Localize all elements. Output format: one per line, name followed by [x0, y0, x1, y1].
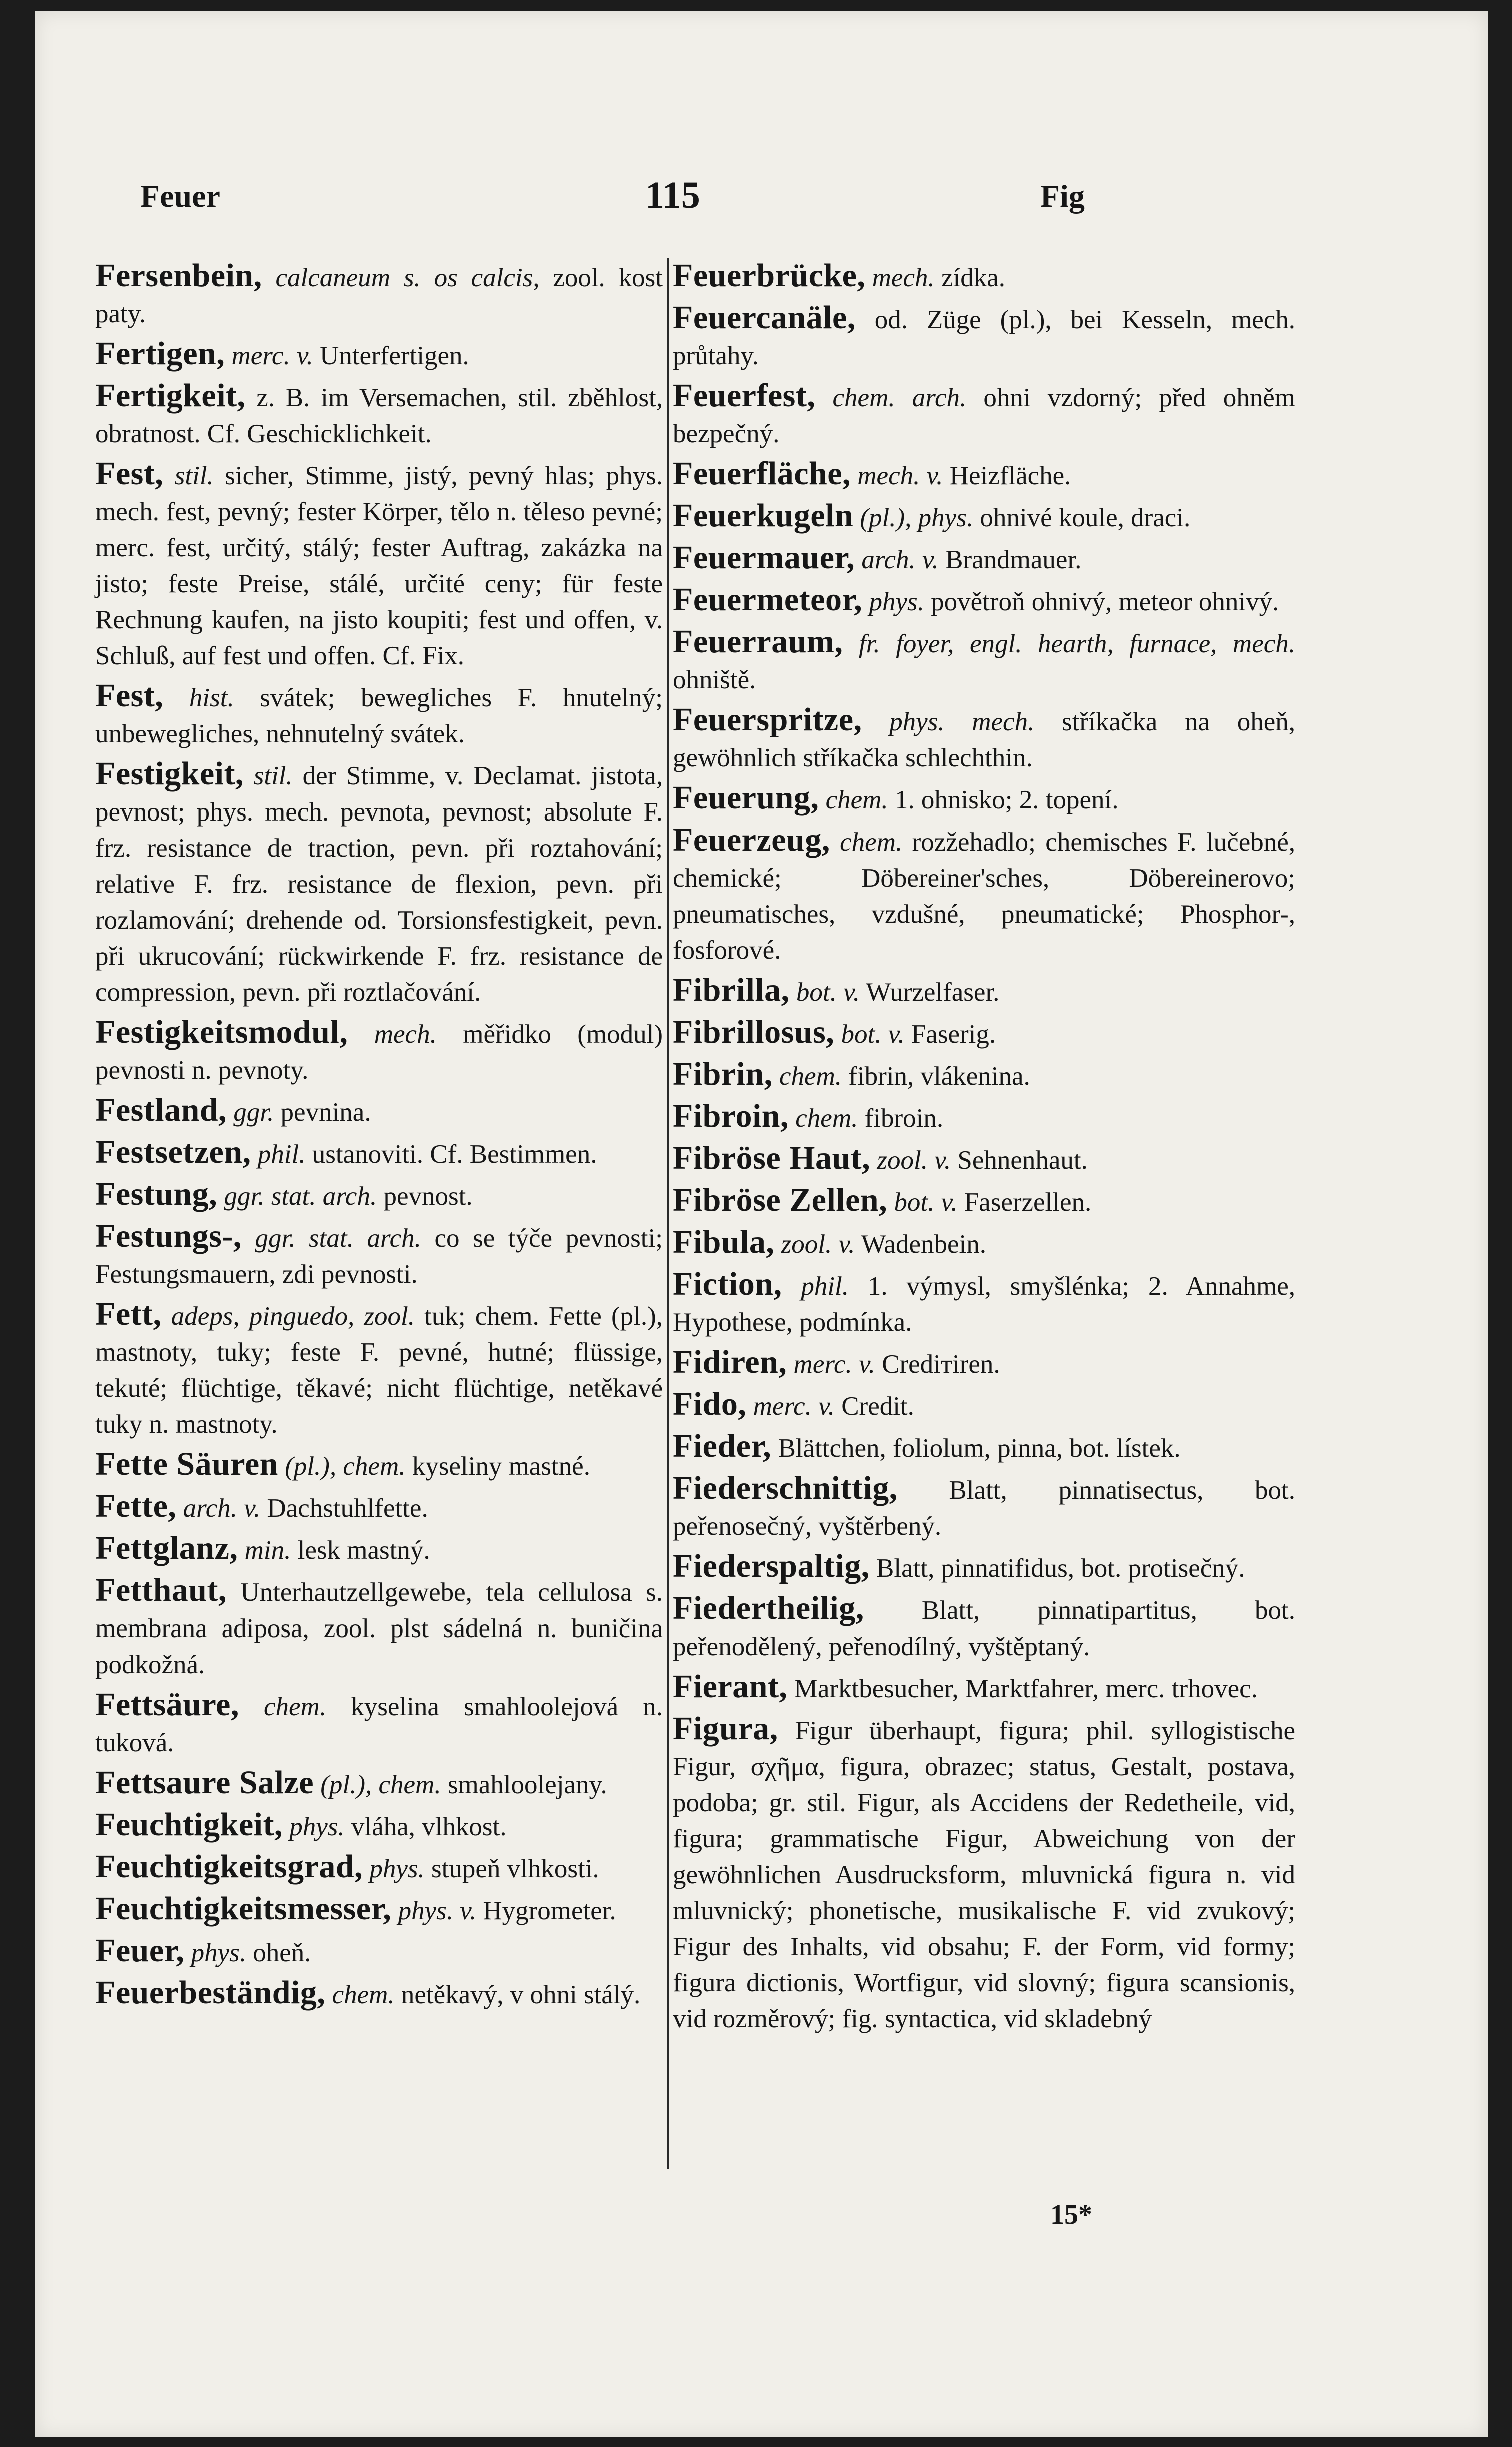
entry-definition: lesk mastný. — [291, 1536, 430, 1565]
entry-definition: fibroin. — [858, 1104, 944, 1133]
entry-definition: Blatt, pinnatipartitus, bot. peřenodělený, peřenodílný, vyštěptaný. — [673, 1596, 1295, 1661]
dictionary-entry — [95, 1933, 663, 1971]
entry-definition: od. Züge (pl.), bei Kesseln, mech. průtahy. — [673, 305, 1295, 370]
dictionary-entry — [673, 822, 1295, 968]
entry-grammar-label: (pl.), chem. — [278, 1452, 406, 1481]
entry-definition: der Stimme, v. Declamat. jistota, pevnost; phys. mech. pevnota, pevnost; absolute F. frz. resistance de traction, pevn. při roztahování; relative F. frz. resistance de flexion, pevn. při rozlamování; drehende od. Torsionsfestigkeit, pevn. při ukrucování; rückwirkende F. frz. resistance de compression, pevn. při roztlačování. — [95, 761, 663, 1007]
entry-grammar-label: chem. — [239, 1692, 327, 1721]
dictionary-entry — [673, 702, 1295, 776]
entry-headword: Fieder, — [673, 1428, 772, 1464]
entry-headword: Fiederspaltig, — [673, 1548, 870, 1584]
dictionary-entry — [95, 1765, 663, 1803]
entry-definition: Blatt, pinnatisectus, bot. peřenosečný, vyštěrbený. — [673, 1476, 1295, 1541]
entry-headword: Feuchtigkeitsmesser, — [95, 1890, 392, 1927]
entry-definition: Wadenbein. — [855, 1230, 986, 1259]
entry-definition: z. B. im Versemachen, stil. zběhlost, obratnost. Cf. Geschicklichkeit. — [95, 383, 663, 448]
entry-headword: Fiction, — [673, 1266, 782, 1302]
page-number: 115 — [645, 174, 700, 216]
entry-definition: ohni vzdorný; před ohněm bezpečný. — [673, 383, 1295, 448]
entry-grammar-label: (pl.), phys. — [853, 503, 974, 532]
entry-definition: Heizfläche. — [943, 461, 1071, 490]
entry-grammar-label: chem. — [789, 1104, 858, 1133]
entry-definition: Faserzellen. — [957, 1188, 1092, 1217]
entry-headword: Feuchtigkeitsgrad, — [95, 1848, 363, 1885]
left-column — [95, 258, 663, 2017]
dictionary-entry — [95, 1092, 663, 1130]
entry-grammar-label: (pl.), chem. — [313, 1770, 441, 1799]
dictionary-entry — [95, 756, 663, 1010]
entry-grammar-label: merc. v. — [746, 1392, 835, 1421]
dictionary-entry — [673, 378, 1295, 452]
page-header — [90, 174, 1290, 238]
entry-headword: Fettsäure, — [95, 1686, 239, 1723]
dictionary-entry — [673, 1014, 1295, 1052]
entry-headword: Fertigkeit, — [95, 377, 246, 414]
dictionary-entry — [673, 1590, 1295, 1665]
dictionary-entry — [95, 1687, 663, 1761]
entry-definition: svátek; bewegliches F. hnutelný; unbewegliches, nehnutelný svátek. — [95, 683, 663, 748]
entry-grammar-label: mech. — [865, 263, 935, 292]
entry-headword: Fest, — [95, 455, 164, 492]
entry-definition: Faserig. — [904, 1020, 996, 1049]
entry-grammar-label: phys. — [184, 1938, 247, 1967]
entry-grammar-label: hist. — [163, 683, 234, 712]
entry-definition: stříkačka na oheň, gewöhnlich stříkačka schlechthin. — [673, 707, 1295, 772]
entry-headword: Fibroin, — [673, 1098, 789, 1134]
entry-grammar-label: phys. v. — [391, 1896, 477, 1925]
right-column — [673, 258, 1295, 2041]
dictionary-entry — [673, 1098, 1295, 1136]
entry-definition: zool. kost paty. — [95, 263, 663, 328]
entry-grammar-label: merc. v. — [225, 341, 313, 370]
entry-headword: Festigkeitsmodul, — [95, 1014, 348, 1050]
dictionary-entry — [673, 498, 1295, 536]
entry-definition: zídka. — [934, 263, 1006, 292]
entry-grammar-label: fr. foyer, engl. hearth, furnace, mech. — [843, 629, 1295, 658]
entry-grammar-label: phys. — [282, 1812, 345, 1841]
entry-headword: Fibrillosus, — [673, 1014, 835, 1050]
entry-grammar-label: bot. v. — [887, 1188, 958, 1217]
dictionary-entry — [95, 1849, 663, 1887]
entry-headword: Fest, — [95, 677, 164, 714]
entry-headword: Festung, — [95, 1176, 218, 1212]
dictionary-entry — [95, 456, 663, 674]
dictionary-entry — [673, 972, 1295, 1010]
entry-definition: kyselina smahloolejová n. tuková. — [95, 1692, 663, 1757]
entry-definition: povětroň ohnivý, meteor ohnivý. — [924, 587, 1279, 616]
entry-headword: Feuerraum, — [673, 623, 843, 660]
entry-definition: smahloolejany. — [441, 1770, 607, 1799]
dictionary-entry — [95, 336, 663, 374]
header-catchword-right: Fig — [1040, 178, 1085, 214]
entry-headword: Feuerbeständig, — [95, 1974, 326, 2011]
column-divider — [667, 258, 669, 2169]
entry-definition: Brandmauer. — [938, 545, 1082, 574]
entry-grammar-label: phys. — [363, 1854, 425, 1883]
entry-definition: sicher, Stimme, jistý, pevný hlas; phys. mech. fest, pevný; fester Körper, tělo n. těleso pevné; merc. fest, určitý, stálý; fester Auftrag, zakázka na jisto; feste Preise, stálé, určité ceny; für feste Rechnung kaufen, na jisto koupiti; fest und offen, v. Schluß, auf fest und offen. Cf. Fix. — [95, 461, 663, 670]
entry-definition: stupeň vlhkosti. — [424, 1854, 599, 1883]
entry-grammar-label: ggr. stat. arch. — [241, 1224, 421, 1253]
entry-definition: Unterfertigen. — [313, 341, 469, 370]
entry-headword: Fette Säuren — [95, 1446, 278, 1482]
entry-headword: Feuerung, — [673, 779, 819, 816]
entry-headword: Fersenbein, — [95, 257, 262, 294]
dictionary-entry — [95, 1807, 663, 1845]
entry-grammar-label: zool. v. — [870, 1146, 951, 1175]
dictionary-entry — [673, 582, 1295, 620]
dictionary-entry — [673, 258, 1295, 296]
dictionary-entry — [95, 1530, 663, 1568]
entry-definition: Figur überhaupt, figura; phil. syllogistische Figur, σχῆμα, figura, obrazec; status, Gestalt, postava, podoba; gr. stil. Figur, als Accidens der Redetheile, vid, figura; grammatische Figur, Abweichung von der gewöhnlichen Ausdrucksform, mluvnická figura n. vid mluvnický; phonetische, musikalische F. vid zvukový; Figur des Inhalts, vid obsahu; F. der Form, vid formy; figura dictionis, Wortfigur, vid slovný; figura scansionis, vid rozměrový; fig. syntactica, vid skladebný — [673, 1716, 1295, 2033]
dictionary-entry — [95, 1134, 663, 1172]
entry-definition: ustanoviti. Cf. Bestimmen. — [305, 1140, 597, 1169]
entry-grammar-label: chem. — [325, 1980, 395, 2009]
entry-headword: Feuerfest, — [673, 377, 816, 414]
entry-definition: Crediтiren. — [875, 1350, 1000, 1379]
entry-headword: Feuerfläche, — [673, 455, 851, 492]
entry-definition: Blatt, pinnatifidus, bot. protisečný. — [869, 1554, 1245, 1583]
dictionary-entry — [673, 1266, 1295, 1340]
entry-headword: Fibula, — [673, 1224, 775, 1260]
dictionary-entry — [95, 1572, 663, 1683]
entry-grammar-label: arch. v. — [855, 545, 939, 574]
entry-headword: Fiedertheilig, — [673, 1590, 864, 1626]
entry-definition: tuk; chem. Fette (pl.), mastnoty, tuky; feste F. pevné, hutné; flüssige, tekuté; flüchtige, těkavé; nicht flüchtige, netěkavé tuky n. mastnoty. — [95, 1302, 663, 1439]
entry-grammar-label: ggr. — [227, 1098, 274, 1127]
entry-grammar-label: min. — [238, 1536, 291, 1565]
dictionary-entry — [673, 1669, 1295, 1707]
entry-headword: Feuercanäle, — [673, 299, 856, 336]
entry-grammar-label: adeps, pinguedo, zool. — [161, 1302, 415, 1331]
entry-definition: Marktbesucher, Marktfahrer, merc. trhovec. — [787, 1674, 1258, 1703]
dictionary-entry — [95, 378, 663, 452]
dictionary-entry — [673, 1386, 1295, 1424]
dictionary-entry — [673, 1224, 1295, 1262]
entry-headword: Feuer, — [95, 1932, 185, 1969]
entry-headword: Fette, — [95, 1488, 177, 1524]
entry-grammar-label: chem. — [830, 828, 903, 857]
entry-headword: Fibrilla, — [673, 972, 790, 1008]
entry-definition: Unterhautzellgewebe, tela cellulosa s. membrana adiposa, zool. plst sádelná n. buničina podkožná. — [95, 1578, 663, 1679]
entry-headword: Festigkeit, — [95, 755, 244, 792]
dictionary-entry — [673, 1711, 1295, 2037]
entry-definition: netěkavý, v ohni stálý. — [394, 1980, 641, 2009]
dictionary-entry — [95, 678, 663, 752]
entry-headword: Festungs-, — [95, 1218, 242, 1254]
entry-definition: co se týče pevnosti; Festungsmauern, zdi pevnosti. — [95, 1224, 663, 1289]
entry-definition: fibrin, vlákenina. — [842, 1062, 1030, 1091]
entry-headword: Fibröse Haut, — [673, 1140, 871, 1176]
entry-definition: vláha, vlhkost. — [344, 1812, 507, 1841]
entry-definition: rozžehadlo; chemisches F. lučebné, chemické; Döbereiner'sches, Döbereinerovo; pneumatisches, vzdušné, pneumatické; Phosphor-, fosforové. — [673, 828, 1295, 965]
entry-definition: Dachstuhlfette. — [260, 1494, 428, 1523]
entry-definition: 1. ohnisko; 2. topení. — [888, 785, 1119, 814]
entry-grammar-label: phil. — [782, 1272, 849, 1301]
dictionary-entry — [673, 780, 1295, 818]
signature-mark: 15* — [1050, 2199, 1092, 2230]
entry-definition: oheň. — [246, 1938, 311, 1967]
entry-headword: Fierant, — [673, 1668, 788, 1705]
entry-headword: Fertigen, — [95, 335, 225, 372]
dictionary-entry — [673, 1140, 1295, 1178]
dictionary-entry — [673, 1548, 1295, 1586]
entry-grammar-label: chem. — [819, 785, 888, 814]
entry-headword: Fidiren, — [673, 1344, 787, 1380]
entry-grammar-label: mech. — [348, 1020, 437, 1049]
entry-grammar-label: bot. v. — [789, 978, 860, 1007]
entry-grammar-label: phys. mech. — [862, 707, 1035, 736]
entry-headword: Fiederschnittig, — [673, 1470, 898, 1506]
dictionary-entry — [95, 1488, 663, 1526]
dictionary-entry — [673, 624, 1295, 698]
entry-grammar-label: chem. — [772, 1062, 842, 1091]
dictionary-entry — [673, 1182, 1295, 1220]
dictionary-entry — [95, 1014, 663, 1088]
entry-headword: Festsetzen, — [95, 1134, 251, 1170]
entry-definition: ohnivé koule, draci. — [973, 503, 1191, 532]
entry-definition: měřidko (modul) pevnosti n. pevnoty. — [95, 1020, 663, 1085]
entry-grammar-label: merc. v. — [787, 1350, 875, 1379]
dictionary-entry — [673, 540, 1295, 578]
entry-grammar-label: stil. — [243, 761, 293, 790]
dictionary-entry — [673, 1056, 1295, 1094]
entry-definition: 1. výmysl, smyšlénka; 2. Annahme, Hypothese, podmínka. — [673, 1272, 1295, 1337]
entry-definition: pevnina. — [274, 1098, 371, 1127]
entry-definition: Credit. — [834, 1392, 914, 1421]
entry-headword: Fibröse Zellen, — [673, 1182, 888, 1218]
entry-headword: Fettsaure Salze — [95, 1764, 314, 1801]
dictionary-entry — [95, 1218, 663, 1292]
dictionary-entry — [673, 1344, 1295, 1382]
entry-headword: Feuerspritze, — [673, 701, 862, 738]
dictionary-entry — [673, 456, 1295, 494]
entry-headword: Fettglanz, — [95, 1530, 238, 1566]
entry-grammar-label: mech. v. — [851, 461, 943, 490]
dictionary-entry — [673, 1428, 1295, 1466]
dictionary-entry — [95, 1975, 663, 2013]
entry-headword: Fetthaut, — [95, 1572, 227, 1608]
entry-grammar-label: zool. v. — [774, 1230, 855, 1259]
entry-definition: kyseliny mastné. — [405, 1452, 590, 1481]
entry-headword: Feuermauer, — [673, 539, 855, 576]
entry-grammar-label: calcaneum s. os calcis, — [262, 263, 540, 292]
entry-definition: pevnost. — [377, 1182, 473, 1211]
entry-headword: Feuermeteor, — [673, 581, 863, 618]
entry-grammar-label: arch. v. — [176, 1494, 261, 1523]
dictionary-entry — [673, 1470, 1295, 1544]
entry-grammar-label: phil. — [251, 1140, 306, 1169]
dictionary-entry — [95, 258, 663, 332]
entry-headword: Feuerkugeln — [673, 497, 854, 534]
entry-grammar-label: ggr. stat. arch. — [217, 1182, 377, 1211]
entry-headword: Figura, — [673, 1710, 778, 1747]
dictionary-entry — [95, 1176, 663, 1214]
entry-headword: Fett, — [95, 1296, 162, 1332]
entry-headword: Fibrin, — [673, 1056, 773, 1092]
entry-headword: Feuerbrücke, — [673, 257, 866, 294]
entry-headword: Fido, — [673, 1386, 747, 1422]
entry-definition: Hygrometer. — [476, 1896, 616, 1925]
dictionary-entry — [95, 1891, 663, 1929]
entry-definition: ohniště. — [673, 665, 756, 694]
entry-headword: Feuchtigkeit, — [95, 1806, 283, 1843]
entry-headword: Festland, — [95, 1092, 227, 1128]
entry-headword: Feuerzeug, — [673, 822, 830, 858]
entry-definition: Wurzelfaser. — [860, 978, 1000, 1007]
entry-definition: Sehnenhaut. — [951, 1146, 1088, 1175]
header-catchword-left: Feuer — [140, 178, 220, 214]
entry-definition: Blättchen, foliolum, pinna, bot. lístek. — [771, 1434, 1181, 1463]
dictionary-entry — [95, 1296, 663, 1442]
entry-grammar-label: phys. — [862, 587, 924, 616]
entry-grammar-label: stil. — [163, 461, 214, 490]
dictionary-entry — [673, 300, 1295, 374]
entry-grammar-label: chem. arch. — [815, 383, 967, 412]
entry-grammar-label: bot. v. — [834, 1020, 905, 1049]
dictionary-entry — [95, 1446, 663, 1484]
